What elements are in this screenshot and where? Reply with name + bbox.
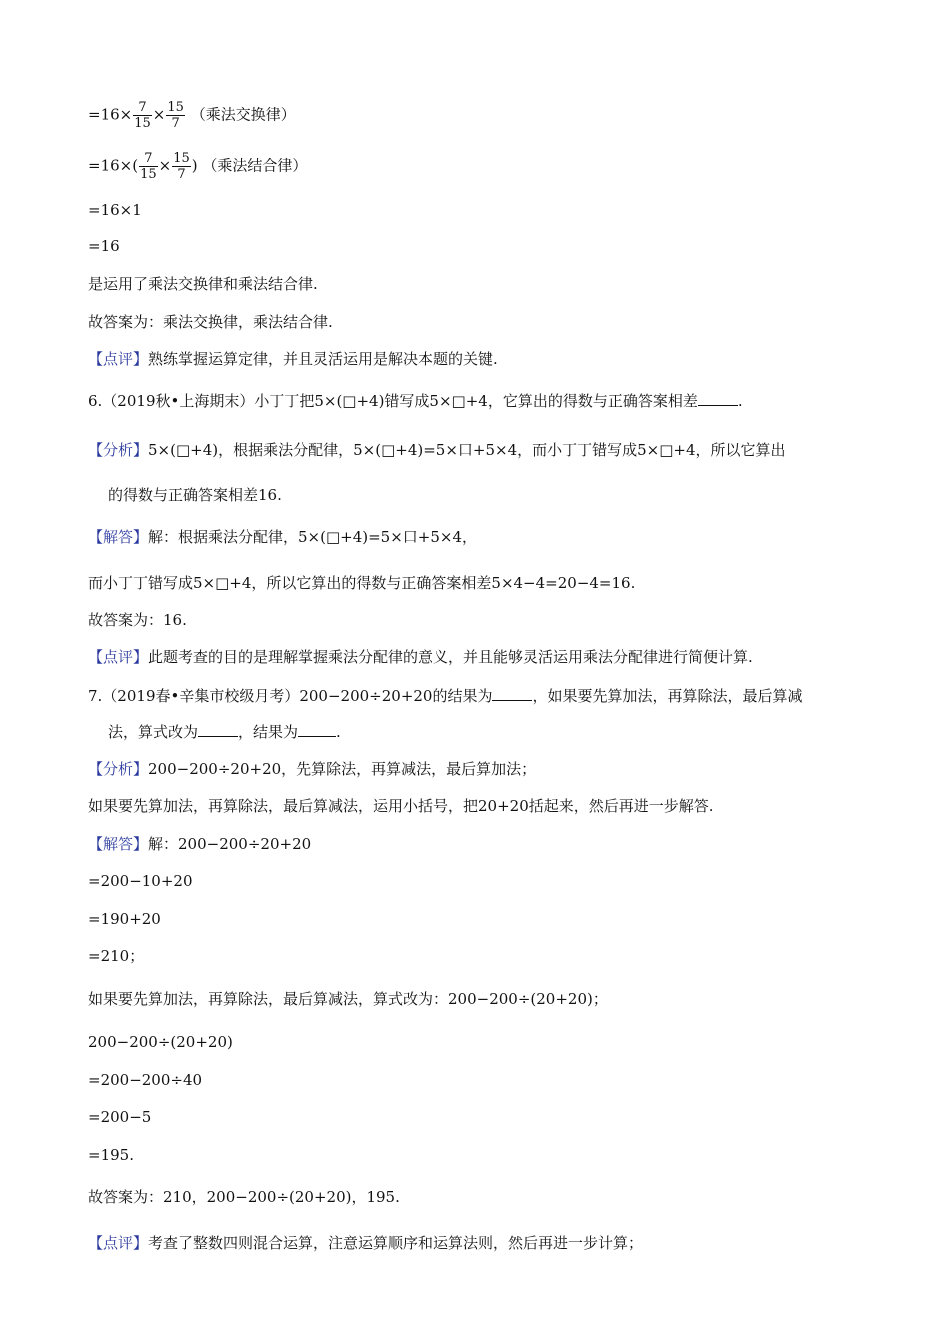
equation-step: =200−5: [88, 1108, 152, 1126]
comment-tag: 【点评】: [88, 350, 149, 368]
comment-tag: 【点评】: [88, 648, 149, 666]
answer-line: 故答案为：210，200−200÷(20+20)，195.: [88, 1188, 400, 1206]
fraction: $\frac{7}{15}$: [134, 100, 151, 131]
answer-line: 故答案为：乘法交换律，乘法结合律.: [88, 313, 333, 331]
equation-step: =16×1: [88, 201, 142, 219]
analysis-tag: 【分析】: [88, 441, 149, 459]
equation-commutative: =16× $\frac{7}{15}$ × $\frac{15}{7}$ （乘法交换律）: [88, 100, 296, 131]
solution-tag: 【解答】: [88, 528, 149, 546]
question-7-cont: 法，算式改为 ，结果为 .: [108, 723, 341, 741]
solution-text: 如果要先算加法，再算除法，最后算减法，算式改为：200−200÷(20+20)；: [88, 990, 608, 1008]
solution-text: 而小丁丁错写成5×□+4，所以它算出的得数与正确答案相差5×4−4=20−4=16.: [88, 574, 636, 592]
analysis-text: 如果要先算加法，再算除法，最后算减法，运用小括号，把20+20括起来，然后再进一步解答.: [88, 797, 714, 815]
equation-step: =210；: [88, 947, 145, 965]
solution-tag: 【解答】: [88, 835, 149, 853]
equation-step: =195.: [88, 1146, 134, 1164]
equation-step: =200−200÷40: [88, 1071, 203, 1089]
fraction: $\frac{15}{7}$: [167, 100, 184, 131]
answer-blank: [698, 390, 738, 406]
equation-step: 200−200÷(20+20): [88, 1033, 233, 1051]
comment-line: 【点评】此题考查的目的是理解掌握乘法分配律的意义，并且能够灵活运用乘法分配律进行简便计算.: [88, 648, 753, 666]
equation-step: =190+20: [88, 910, 161, 928]
explanation-text: 是运用了乘法交换律和乘法结合律.: [88, 275, 318, 293]
equation-step: =16: [88, 237, 120, 255]
solution-line: 【解答】解：200−200÷20+20: [88, 835, 312, 853]
analysis-line: 【分析】5×(□+4)，根据乘法分配律，5×(□+4)=5×口+5×4，而小丁丁错写成5×□+4，所以它算出: [88, 441, 786, 459]
comment-line: 【点评】考查了整数四则混合运算，注意运算顺序和运算法则，然后再进一步计算；: [88, 1234, 644, 1252]
fraction: $\frac{15}{7}$: [173, 151, 190, 182]
analysis-tag: 【分析】: [88, 760, 149, 778]
question-6: 6.（2019秋•上海期末）小丁丁把5×(□+4)错写成5×□+4，它算出的得数与正确答案相差 .: [88, 392, 743, 410]
question-7: 7.（2019春•辛集市校级月考）200−200÷20+20的结果为 ，如果要先算加法，再算除法，最后算减: [88, 687, 803, 705]
equation-associative: =16×( $\frac{7}{15}$ × $\frac{15}{7}$ ) （乘法结合律）: [88, 151, 308, 182]
answer-blank: [298, 721, 336, 737]
answer-blank: [198, 721, 238, 737]
answer-blank: [492, 685, 532, 701]
comment-tag: 【点评】: [88, 1234, 149, 1252]
equation-step: =200−10+20: [88, 872, 193, 890]
analysis-line: 【分析】200−200÷20+20，先算除法，再算减法，最后算加法；: [88, 760, 537, 778]
solution-line: 【解答】解：根据乘法分配律，5×(□+4)=5×口+5×4，: [88, 528, 478, 546]
answer-line: 故答案为：16.: [88, 611, 187, 629]
comment-line: 【点评】熟练掌握运算定律，并且灵活运用是解决本题的关键.: [88, 350, 498, 368]
fraction: $\frac{7}{15}$: [140, 151, 157, 182]
analysis-line-cont: 的得数与正确答案相差16.: [108, 486, 282, 504]
